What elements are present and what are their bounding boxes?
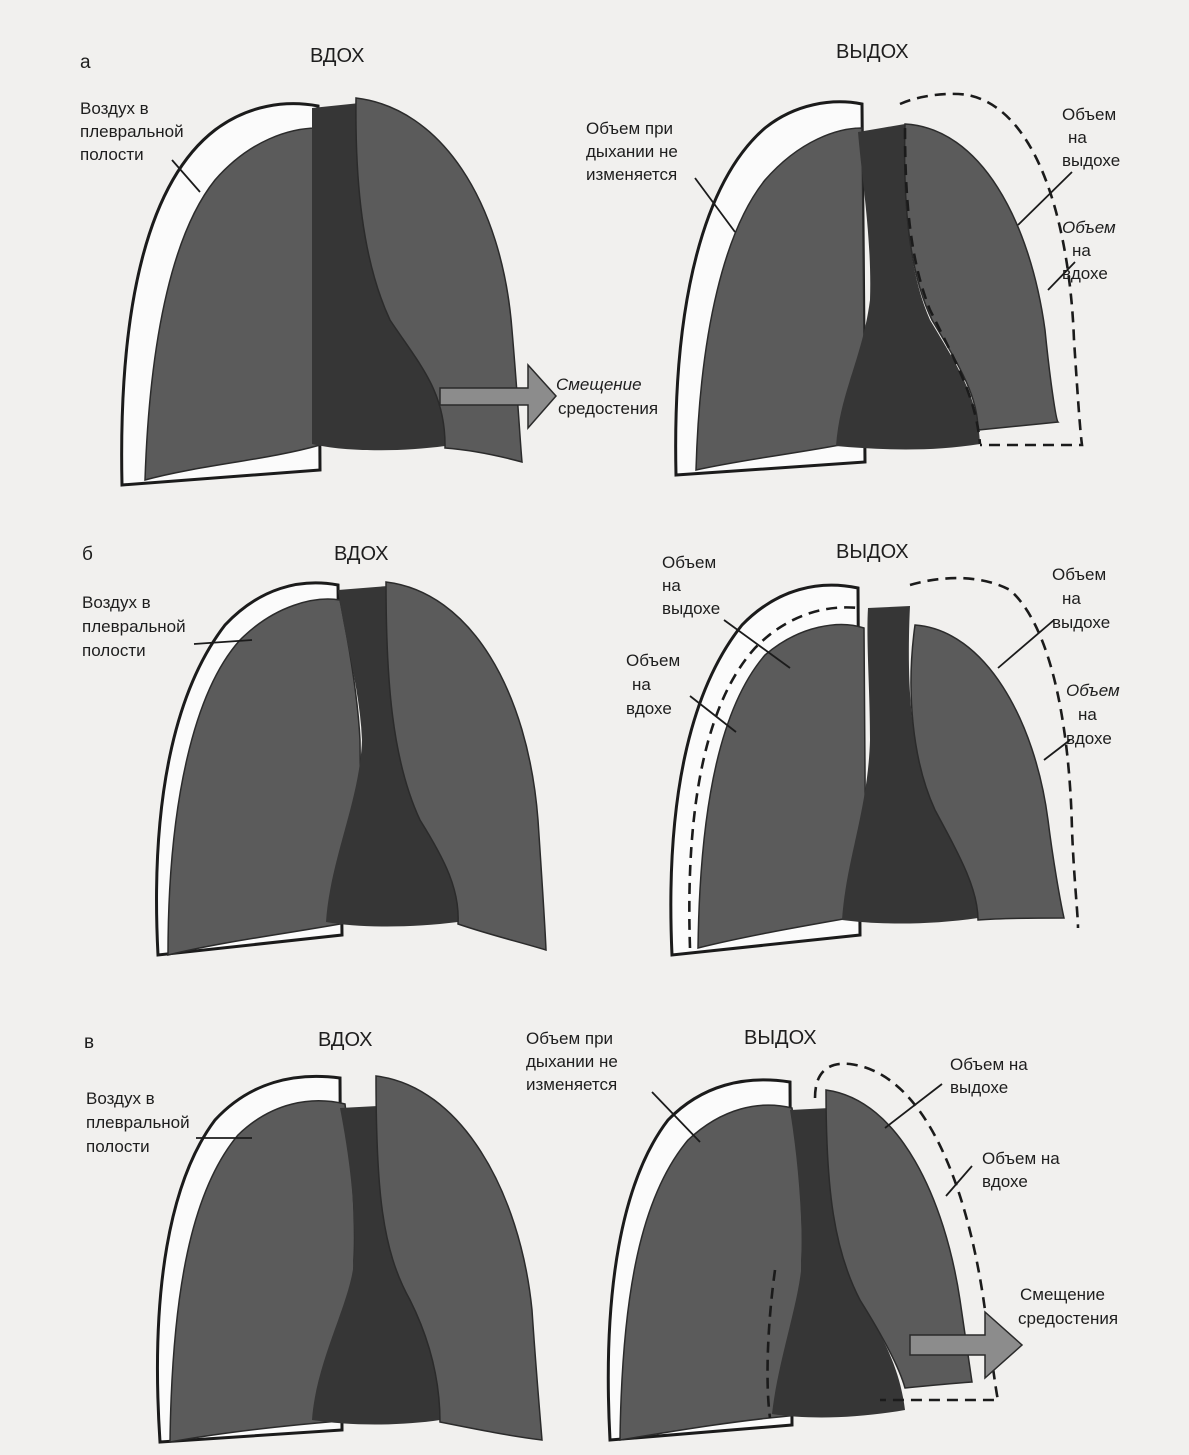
panel-c-shift-label: Смещение средостения	[1018, 1285, 1119, 1328]
panel-c-inhale-title: ВДОХ	[318, 1029, 373, 1051]
panel-c-inhale-figure	[157, 1076, 542, 1442]
panel-b-left-exhale-volume-label: Объем на выдохе	[662, 553, 721, 618]
panel-b-exhale-title: ВЫДОХ	[836, 541, 909, 563]
panel-b-right-exhale-volume-label: Объем на выдохе	[1052, 565, 1111, 632]
panel-a-inhale-title: ВДОХ	[310, 45, 365, 67]
panel-c-letter: в	[84, 1032, 95, 1053]
panel-b-letter: б	[82, 544, 93, 565]
right-leader-line-top	[998, 620, 1054, 668]
panel-b-inhale-title: ВДОХ	[334, 543, 389, 565]
panel-c-air-label: Воздух в плевральной полости	[86, 1089, 190, 1156]
panel-a-shift-label: Смещение средостения	[556, 375, 659, 418]
panel-c-exhale-figure	[608, 1064, 1022, 1440]
panel-a-inhale-volume-label: Объем на вдохе	[1062, 218, 1116, 283]
panel-a	[80, 41, 1121, 485]
panel-b-exhale-figure	[671, 578, 1078, 955]
panel-c	[84, 1027, 1118, 1442]
panel-c-inhale-volume-label: Объем на вдохе	[982, 1149, 1060, 1191]
panel-b	[82, 541, 1124, 955]
panel-c-exhale-title: ВЫДОХ	[744, 1027, 817, 1049]
panel-a-letter: а	[80, 52, 91, 73]
right-leader-line-bottom	[946, 1166, 972, 1196]
panel-b-right-inhale-volume-label: Объем на вдохе	[1066, 681, 1120, 748]
panel-a-exhale-volume-label: Объем на выдохе	[1062, 105, 1121, 170]
panel-a-exhale-title: ВЫДОХ	[836, 41, 909, 63]
panel-a-unchanged-label: Объем при дыхании не изменяется	[586, 119, 678, 184]
panel-c-exhale-volume-label: Объем на выдохе	[950, 1055, 1028, 1097]
panel-a-inhale-figure	[122, 98, 556, 485]
panel-a-exhale-figure	[676, 94, 1082, 475]
panel-b-inhale-figure	[157, 582, 546, 955]
right-leader-line-top	[885, 1084, 942, 1128]
panel-c-unchanged-label: Объем при дыхании не изменяется	[526, 1029, 618, 1094]
panel-b-left-inhale-volume-label: Объем на вдохе	[626, 651, 681, 718]
panel-a-air-label: Воздух в плевральной полости	[80, 99, 184, 164]
right-lung	[696, 128, 865, 470]
panel-b-air-label: Воздух в плевральной полости	[82, 593, 186, 660]
